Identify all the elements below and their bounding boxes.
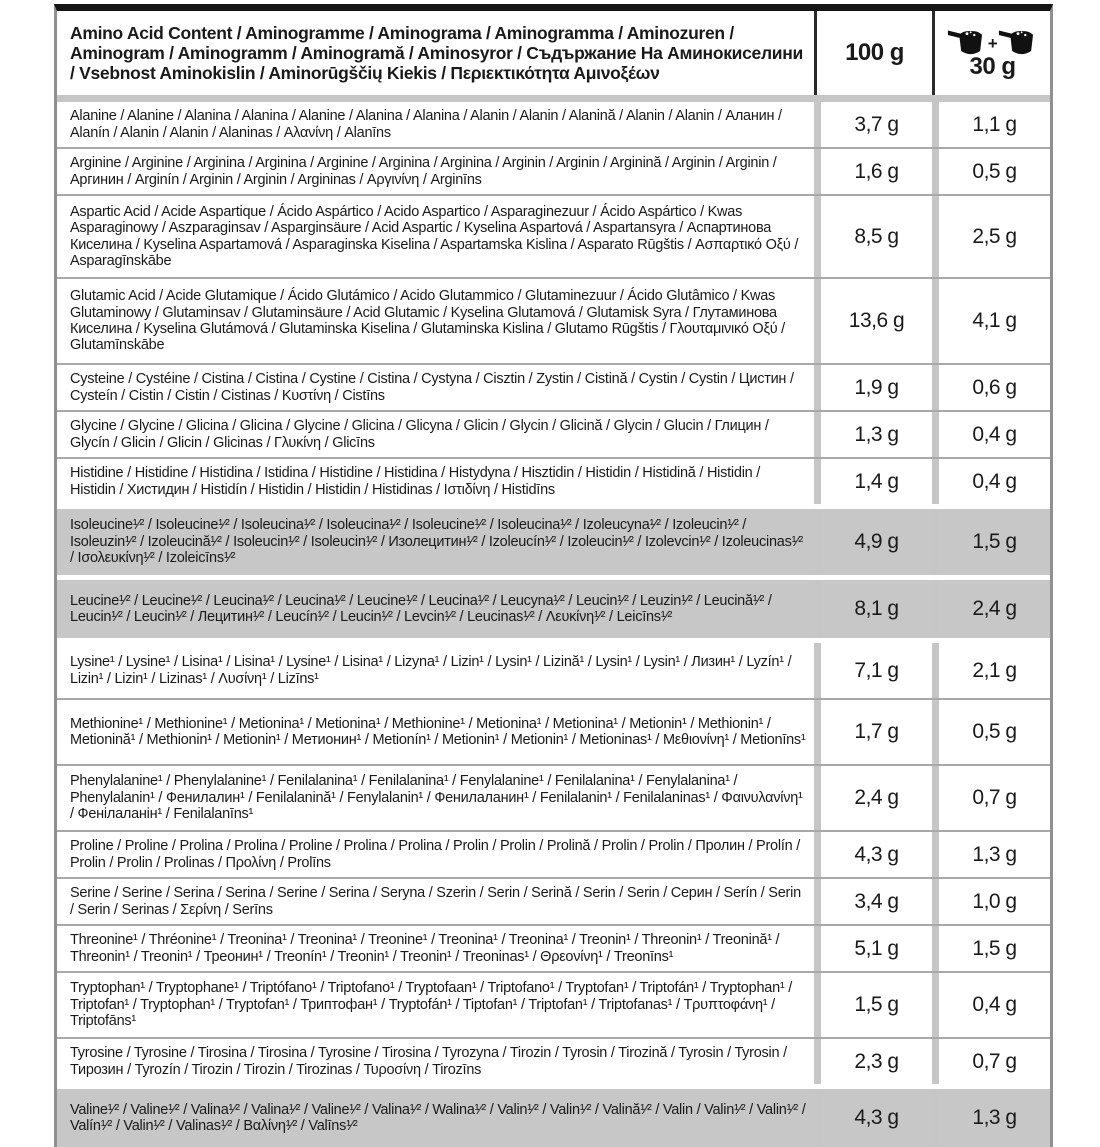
scoop-icon xyxy=(998,25,1038,56)
table-row-methionine xyxy=(57,698,1050,764)
value-per-100g: 2,3 g xyxy=(814,1039,932,1084)
table-row-histidine xyxy=(57,457,1050,504)
table-row-isoleucine xyxy=(57,504,1050,575)
value-per-100g: 2,4 g xyxy=(814,766,932,830)
table-row-alanine xyxy=(57,95,1050,147)
amino-acid-names: Aspartic Acid / Acide Aspartique / Ácido Aspártico / Acido Aspartico / Asparaginezuur / Ácido Aspártico / Kwas Asparaginowy / Aszparaginsav / Asparginsäure / Acid Aspartic / Kyselina Aspartová / Aspartansyra / Аспартинова Киселина / Kyselina Aspartamová / Asparaginska Kiselina / Aspartamska Kislina / Asparato Rūgštis / Ασπαρτικό Οξύ / Asparagīnskābe xyxy=(70,203,799,269)
value-per-100g: 8,1 g xyxy=(814,580,932,638)
table-row-phenylalanine xyxy=(57,764,1050,830)
value-per-100g: 5,1 g xyxy=(814,926,932,971)
value-per-30g: 2,5 g xyxy=(932,196,1050,277)
amino-acid-names: Leucine¹⁄² / Leucine¹⁄² / Leucina¹⁄² / Leucina¹⁄² / Leucine¹⁄² / Leucina¹⁄² / Leucyna¹⁄² / Leucin¹⁄² / Leuzin¹⁄² / Leucină¹⁄² / Leucin¹⁄² / Leucin¹⁄² / Лецитин¹⁄² / Leucín¹⁄² / Leucin¹⁄² / Levcin¹⁄² / Leucinas¹⁄² / Λευκίνη¹⁄² / Leicīns¹⁄² xyxy=(70,592,772,625)
table-row-glycine xyxy=(57,410,1050,457)
amino-acid-names: Isoleucine¹⁄² / Isoleucine¹⁄² / Isoleucina¹⁄² / Isoleucina¹⁄² / Isoleucine¹⁄² / Isoleucina¹⁄² / Izoleucyna¹⁄² / Izoleucin¹⁄² / Isoleuzin¹⁄² / Izoleucină¹⁄² / Isoleucin¹⁄² / Isoleucin¹⁄² / Изолецитин¹⁄² / Izoleucín¹⁄² / Izoleucin¹⁄² / Izolevcin¹⁄² / Izoleucinas¹⁄² / Ισολευκίνη¹⁄² / Izoleicīns¹⁄² xyxy=(70,517,803,567)
table-row-proline xyxy=(57,830,1050,877)
amino-acid-names: Arginine / Arginine / Arginina / Arginina / Arginine / Arginina / Arginina / Arginin / Arginin / Arginină / Arginin / Arginin / Аргинин / Arginín / Arginin / Arginin / Argininas / Αργινίνη / Arginīns xyxy=(70,155,777,188)
value-per-30g: 0,4 g xyxy=(932,412,1050,457)
value-per-100g: 13,6 g xyxy=(814,279,932,363)
table-row-aspartic-acid xyxy=(57,194,1050,277)
table-row-serine xyxy=(57,877,1050,924)
value-per-100g: 3,7 g xyxy=(814,102,932,147)
table-row-cysteine xyxy=(57,363,1050,410)
column-header-100g xyxy=(814,11,932,95)
amino-acid-names: Serine / Serine / Serina / Serina / Serine / Serina / Seryna / Szerin / Serin / Serină / Serin / Serin / Серин / Serín / Serin / Serin / Serinas / Σερίνη / Serīns xyxy=(70,885,801,918)
scoop-icon xyxy=(947,25,987,56)
value-per-100g: 1,6 g xyxy=(814,149,932,194)
table-header-row xyxy=(57,11,1050,95)
value-per-30g: 0,4 g xyxy=(932,459,1050,504)
amino-acid-names: Glycine / Glycine / Glicina / Glicina / Glycine / Glicina / Glicyna / Glicin / Glycin / Glicină / Glycin / Glucin / Глицин / Glycín / Glicin / Glicin / Glicinas / Γλυκίνη / Glicīns xyxy=(70,418,769,451)
table-row-leucine xyxy=(57,575,1050,638)
value-per-100g: 7,1 g xyxy=(814,643,932,698)
table-title: Amino Acid Content / Aminogramme / Aminograma / Aminogramma / Aminozuren / Aminogram / Aminogramm / Aminogramă / Aminosyror / Съдържание На Аминокиселини / Vsebnost Aminokislin / Aminorūgščių Kiekis / Περιεκτικότητα Αμινοξέων xyxy=(70,22,803,84)
value-per-100g: 4,9 g xyxy=(814,509,932,575)
table-row-tryptophan xyxy=(57,971,1050,1037)
table-row-tyrosine xyxy=(57,1037,1050,1084)
value-per-30g: 0,5 g xyxy=(932,700,1050,764)
table-row-lysine xyxy=(57,638,1050,698)
table-row-threonine xyxy=(57,924,1050,971)
amino-acid-names: Methionine¹ / Methionine¹ / Metionina¹ / Metionina¹ / Methionine¹ / Metionina¹ / Metionina¹ / Metionin¹ / Methionin¹ / Metionină¹ / Methionin¹ / Metionin¹ / Метионин¹ / Metionín¹ / Metionin¹ / Metionin¹ / Metioninas¹ / Μεθιονίνη¹ / Metionīns¹ xyxy=(70,715,806,748)
amino-acid-names: Tyrosine / Tyrosine / Tirosina / Tirosina / Tyrosine / Tirosina / Tyrozyna / Tirozin / Tyrosin / Tirozină / Tyrosin / Tyrosin / Тирозин / Tyrozín / Tirozin / Tirozin / Tirozinas / Τυροσίνη / Tirozīns xyxy=(70,1045,787,1078)
value-per-30g: 2,1 g xyxy=(932,643,1050,698)
value-per-30g: 1,3 g xyxy=(932,1089,1050,1147)
amino-acid-table xyxy=(54,4,1053,1147)
table-row-glutamic-acid xyxy=(57,277,1050,363)
value-per-30g: 0,6 g xyxy=(932,365,1050,410)
amino-acid-names: Alanine / Alanine / Alanina / Alanina / Alanine / Alanina / Alanina / Alanin / Alanin / Alanină / Alanin / Alanin / Аланин / Alanín / Alanin / Alanin / Alaninas / Αλανίνη / Alanīns xyxy=(70,108,782,141)
value-per-30g: 0,7 g xyxy=(932,1039,1050,1084)
value-per-30g: 1,1 g xyxy=(932,102,1050,147)
value-per-100g: 1,7 g xyxy=(814,700,932,764)
per-30g-label: 30 g xyxy=(969,53,1016,80)
plus-sign: + xyxy=(987,33,998,53)
amino-acid-names: Cysteine / Cystéine / Cistina / Cistina / Cystine / Cistina / Cystyna / Cisztin / Zystin / Cistină / Cystin / Cystin / Цистин / Cysteín / Cistin / Cistin / Cistinas / Κυστίνη / Cistīns xyxy=(70,371,794,404)
value-per-100g: 1,5 g xyxy=(814,973,932,1037)
amino-acid-names: Histidine / Histidine / Histidina / Istidina / Histidine / Histidina / Histydyna / Hisztidin / Histidin / Histidină / Histidin / Histidin / Хистидин / Histidín / Histidin / Histidin / Histidinas / Ιστιδίνη / Histidīns xyxy=(70,465,761,498)
value-per-30g: 2,4 g xyxy=(932,580,1050,638)
amino-acid-names: Tryptophan¹ / Tryptophane¹ / Triptófano¹ / Triptofano¹ / Tryptofaan¹ / Triptofano¹ / Tryptofan¹ / Triptofán¹ / Tryptophan¹ / Triptofan¹ / Tryptophan¹ / Tryptofan¹ / Триптофан¹ / Tryptofán¹ / Tiptofan¹ / Triptofan¹ / Triptofanas¹ / Τρυπτοφάνη¹ / Triptofāns¹ xyxy=(70,980,793,1030)
value-per-30g: 0,7 g xyxy=(932,766,1050,830)
amino-acid-names: Lysine¹ / Lysine¹ / Lisina¹ / Lisina¹ / Lysine¹ / Lisina¹ / Lizyna¹ / Lizin¹ / Lysin¹ / Lizină¹ / Lysin¹ / Lysin¹ / Лизин¹ / Lyzín¹ / Lizin¹ / Lizin¹ / Lizinas¹ / Λυσίνη¹ / Lizīns¹ xyxy=(70,654,792,687)
value-per-30g: 0,5 g xyxy=(932,149,1050,194)
value-per-30g: 1,0 g xyxy=(932,879,1050,924)
value-per-100g: 1,3 g xyxy=(814,412,932,457)
value-per-30g: 4,1 g xyxy=(932,279,1050,363)
value-per-30g: 1,3 g xyxy=(932,832,1050,877)
column-header-serving xyxy=(932,11,1050,95)
value-per-100g: 8,5 g xyxy=(814,196,932,277)
per-100g-label: 100 g xyxy=(845,39,904,66)
value-per-30g: 0,4 g xyxy=(932,973,1050,1037)
amino-acid-names: Valine¹⁄² / Valine¹⁄² / Valina¹⁄² / Valina¹⁄² / Valine¹⁄² / Valina¹⁄² / Walina¹⁄² / Valin¹⁄² / Valin¹⁄² / Valină¹⁄² / Valin / Valin¹⁄² / Valin¹⁄² / Valín¹⁄² / Valin¹⁄² / Valinas¹⁄² / Βαλίνη¹⁄² / Valīns¹⁄² xyxy=(70,1101,806,1134)
serving-scoops xyxy=(947,25,1038,56)
amino-acid-names: Glutamic Acid / Acide Glutamique / Ácido Glutámico / Acido Glutammico / Glutaminezuur / Ácido Glutâmico / Kwas Glutaminowy / Glutaminsav / Glutaminsäure / Acid Glutamic / Kyselina Glutamová / Glutamisk Syra / Глутаминова Киселина / Kyselina Glutámová / Glutaminska Kiselina / Glutaminska Kislina / Glutamo Rūgštis / Γλουταμινικό Οξύ / Glutamīnskābe xyxy=(70,288,785,354)
value-per-100g: 4,3 g xyxy=(814,832,932,877)
value-per-100g: 1,4 g xyxy=(814,459,932,504)
table-row-valine xyxy=(57,1084,1050,1147)
amino-acid-names: Threonine¹ / Thréonine¹ / Treonina¹ / Treonina¹ / Treonine¹ / Treonina¹ / Treonina¹ / Treonin¹ / Threonin¹ / Treonină¹ / Threonin¹ / Treonin¹ / Треонин¹ / Treonín¹ / Treonin¹ / Treonin¹ / Treoninas¹ / Θρεονίνη¹ / Treonīns¹ xyxy=(70,932,780,965)
value-per-30g: 1,5 g xyxy=(932,509,1050,575)
table-row-arginine xyxy=(57,147,1050,194)
value-per-100g: 1,9 g xyxy=(814,365,932,410)
amino-acid-names: Proline / Proline / Prolina / Prolina / Proline / Prolina / Prolina / Prolin / Prolin / Prolină / Prolin / Prolin / Пролин / Prolín / Prolin / Prolin / Prolinas / Προλίνη / Prolīns xyxy=(70,838,800,871)
value-per-30g: 1,5 g xyxy=(932,926,1050,971)
amino-acid-names: Phenylalanine¹ / Phenylalanine¹ / Fenilalanina¹ / Fenilalanina¹ / Fenylalanine¹ / Fenilalanina¹ / Fenylalanina¹ / Phenylalanin¹ / Фенилалин¹ / Fenilalanină¹ / Fenylalanin¹ / Фенилаланин¹ / Fenilalanin¹ / Fenilalaninas¹ / Φαινυλανίνη¹ / Фенілаланін¹ / Fenilalanīns¹ xyxy=(70,773,803,823)
value-per-100g: 4,3 g xyxy=(814,1089,932,1147)
value-per-100g: 3,4 g xyxy=(814,879,932,924)
